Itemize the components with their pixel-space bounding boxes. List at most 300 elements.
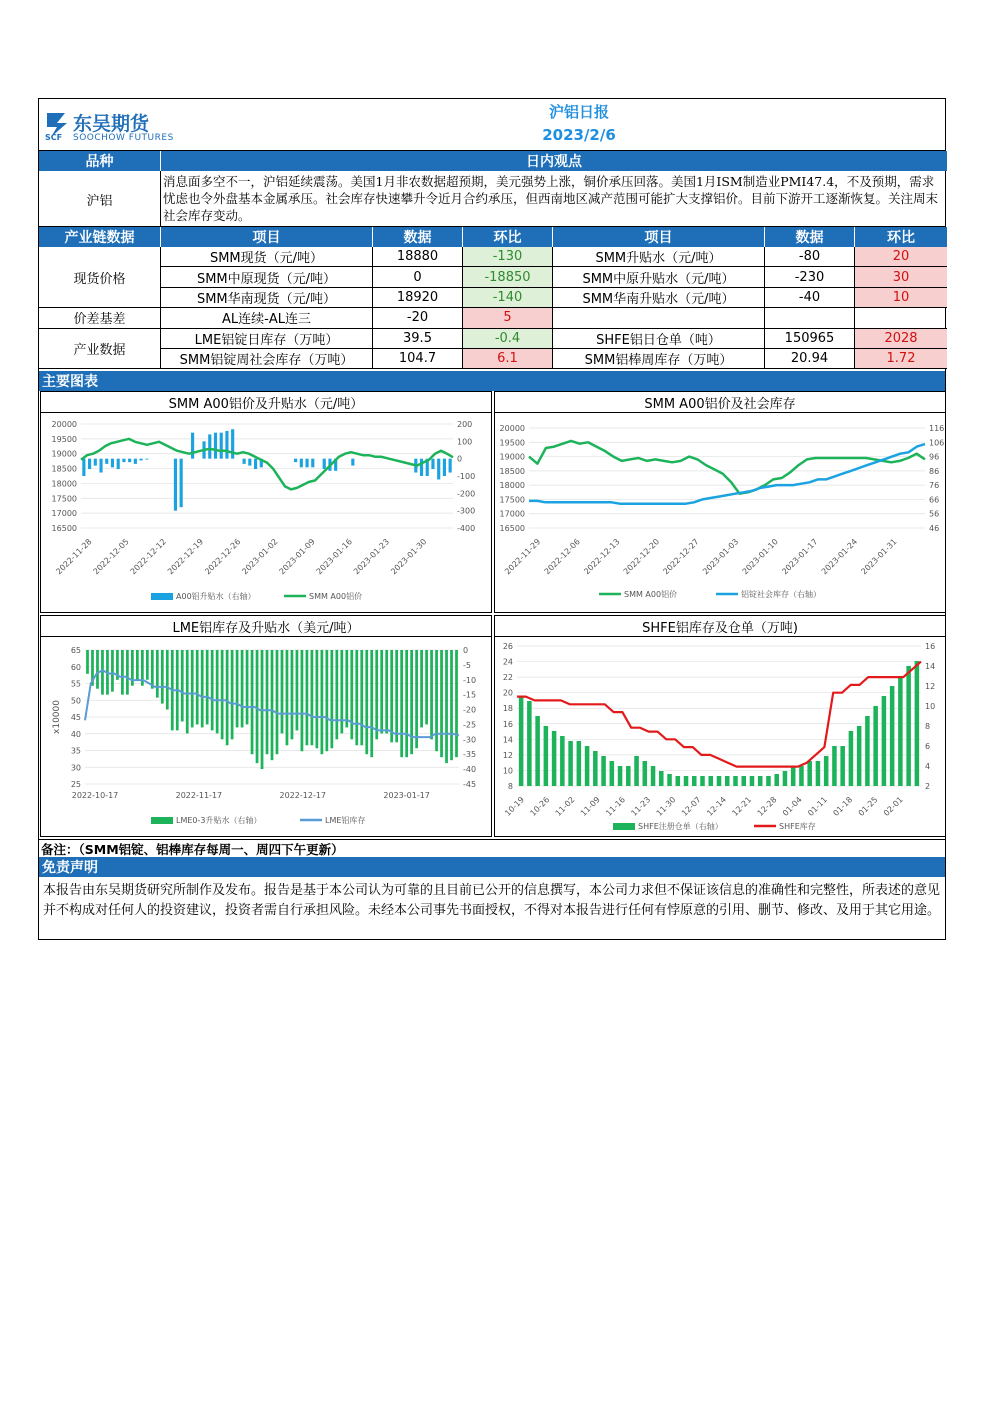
bar-mark xyxy=(241,650,244,727)
bar-mark xyxy=(425,650,428,724)
bar-mark xyxy=(186,650,189,733)
bar-mark xyxy=(166,650,169,710)
bar-mark xyxy=(291,650,294,739)
bar-mark xyxy=(435,650,438,751)
bar-mark xyxy=(351,459,354,466)
bar-mark xyxy=(226,650,229,745)
right-tick-label: -10 xyxy=(463,675,477,685)
bar-mark xyxy=(208,434,211,458)
bar-mark xyxy=(180,459,183,508)
table-cell-chg2: 2028 xyxy=(855,329,947,349)
bar-mark xyxy=(519,696,524,786)
bar-mark xyxy=(750,776,755,786)
bar-mark xyxy=(111,459,114,468)
bar-mark xyxy=(692,776,697,786)
table-cell-item2: SMM华南升贴水（元/吨） xyxy=(553,288,765,308)
chart2-plot xyxy=(495,412,945,612)
x-tick-label: 02-01 xyxy=(881,795,905,818)
x-tick-label: 2023-01-09 xyxy=(277,537,317,577)
bar-mark xyxy=(443,459,446,476)
left-tick-label: 35 xyxy=(70,746,81,756)
bar-mark xyxy=(181,650,184,721)
bar-mark xyxy=(717,776,722,786)
bar-mark xyxy=(873,706,878,786)
bar-mark xyxy=(311,650,314,745)
bar-mark xyxy=(568,741,573,786)
bar-mark xyxy=(651,766,656,786)
bar-mark xyxy=(325,650,328,751)
left-tick-label: 17500 xyxy=(499,495,525,505)
bar-mark xyxy=(266,650,269,754)
chart3-title: LME铝库存及升贴水（美元/吨） xyxy=(41,616,491,637)
logo-sub: SCF xyxy=(45,133,63,142)
left-tick-label: 45 xyxy=(70,713,81,722)
legend-swatch xyxy=(151,817,173,824)
table-cell-item: LME铝锭日库存（万吨） xyxy=(161,329,373,349)
bar-mark xyxy=(220,433,223,459)
left-tick-label: 14 xyxy=(502,735,513,745)
table-cell-chg2 xyxy=(855,308,947,328)
bar-mark xyxy=(355,650,358,745)
bar-mark xyxy=(676,776,681,786)
table-cell-value2: -230 xyxy=(765,267,855,287)
table-cell-chg: -18850 xyxy=(463,267,553,287)
x-tick-label: 11-02 xyxy=(553,795,577,818)
x-tick-label: 2023-01-10 xyxy=(740,537,780,577)
right-tick-label: 76 xyxy=(929,481,940,491)
view-row xyxy=(39,171,945,227)
bar-mark xyxy=(122,459,125,462)
left-tick-label: 26 xyxy=(502,642,513,651)
table-cell-chg: 5 xyxy=(463,308,553,328)
x-tick-label: 2022-12-26 xyxy=(203,537,243,577)
bar-mark xyxy=(345,650,348,727)
bar-mark xyxy=(610,761,615,786)
bar-mark xyxy=(741,776,746,786)
table-group-label: 现货价格 xyxy=(39,247,161,308)
bar-mark xyxy=(420,459,423,476)
table-cell-chg: -0.4 xyxy=(463,329,553,349)
right-tick-label: 8 xyxy=(925,722,931,731)
table-cell-chg2: 30 xyxy=(855,267,947,287)
bar-mark xyxy=(799,766,804,786)
bar-mark xyxy=(783,771,788,786)
bar-mark xyxy=(82,459,85,476)
bar-mark xyxy=(445,650,448,763)
bar-mark xyxy=(201,650,204,727)
table-cell-item2: SMM中原升贴水（元/吨） xyxy=(553,267,765,287)
x-tick-label: 12-07 xyxy=(679,795,703,818)
bar-mark xyxy=(151,650,154,689)
bar-mark xyxy=(857,726,862,786)
bar-mark xyxy=(88,459,91,469)
bar-mark xyxy=(136,650,139,680)
chart-a00-price-premium xyxy=(40,391,492,613)
col-product: 品种 xyxy=(39,151,161,171)
bar-mark xyxy=(306,650,309,745)
bar-mark xyxy=(101,650,104,695)
bar-mark xyxy=(807,761,812,786)
bar-mark xyxy=(248,459,251,466)
bar-mark xyxy=(96,650,99,689)
bar-mark xyxy=(174,459,177,511)
bar-mark xyxy=(246,650,249,724)
right-tick-label: 56 xyxy=(929,509,940,519)
bar-mark xyxy=(111,650,114,692)
note-row xyxy=(39,839,945,857)
bar-mark xyxy=(791,766,796,786)
right-tick-label: -400 xyxy=(457,524,476,533)
table-cell-chg: -130 xyxy=(463,247,553,267)
right-tick-label: 116 xyxy=(929,424,945,433)
series-line xyxy=(81,439,453,490)
right-tick-label: 0 xyxy=(457,454,463,464)
bar-mark xyxy=(211,650,214,730)
table-cell-value: -20 xyxy=(373,308,463,328)
table-cell-value2: 150965 xyxy=(765,329,855,349)
x-tick-label: 12-28 xyxy=(755,795,779,818)
bar-mark xyxy=(311,459,314,468)
right-tick-label: -40 xyxy=(463,765,477,775)
bar-mark xyxy=(256,650,259,763)
x-tick-label: 10-26 xyxy=(528,795,552,818)
table-cell-value: 104.7 xyxy=(373,349,463,369)
chart1-title: SMM A00铝价及升贴水（元/吨） xyxy=(41,392,491,413)
logo-cn: 东吴期货 xyxy=(73,113,150,135)
left-tick-label: 8 xyxy=(507,782,513,791)
bar-mark xyxy=(301,650,304,751)
bar-mark xyxy=(450,650,453,760)
bar-mark xyxy=(117,459,120,469)
bar-mark xyxy=(140,459,143,461)
logo-en: SOOCHOW FUTURES xyxy=(73,133,174,143)
left-tick-label: 18 xyxy=(502,704,513,714)
x-tick-label: 2022-12-27 xyxy=(661,537,701,577)
th-chg2: 环比 xyxy=(855,227,947,247)
left-tick-label: 25 xyxy=(70,780,81,789)
table-cell-value2 xyxy=(765,308,855,328)
bar-mark xyxy=(134,459,137,464)
bar-mark xyxy=(128,459,131,462)
bar-mark xyxy=(94,459,97,466)
legend-label: 铝锭社会库存（右轴） xyxy=(741,590,821,599)
table-header xyxy=(39,227,945,247)
left-tick-label: 17000 xyxy=(51,509,77,519)
bar-mark xyxy=(593,751,598,786)
bar-mark xyxy=(294,459,297,462)
bar-mark xyxy=(618,766,623,786)
left-tick-label: 22 xyxy=(502,673,513,683)
table-cell-value: 39.5 xyxy=(373,329,463,349)
x-tick-label: 2023-01-30 xyxy=(389,537,429,577)
bar-mark xyxy=(552,731,557,786)
legend-label: SMM A00铝价 xyxy=(624,590,678,599)
left-tick-label: 40 xyxy=(70,729,81,739)
table-cell-item: SMM铝锭周社会库存（万吨） xyxy=(161,349,373,369)
series-line xyxy=(529,444,925,504)
left-tick-label: 55 xyxy=(70,679,81,689)
bar-mark xyxy=(191,650,194,727)
bar-mark xyxy=(320,650,323,754)
bar-mark xyxy=(145,459,148,460)
x-tick-label: 2023-01-17 xyxy=(780,537,820,577)
series-line xyxy=(529,441,925,494)
right-tick-label: 200 xyxy=(457,420,473,429)
bar-mark xyxy=(440,650,443,757)
left-tick-label: 30 xyxy=(70,763,81,773)
x-tick-label: 01-25 xyxy=(856,795,880,818)
bar-mark xyxy=(865,716,870,786)
bar-mark xyxy=(216,650,219,733)
bar-mark xyxy=(906,666,911,786)
chart3-plot xyxy=(41,636,491,836)
x-tick-label: 2023-01-03 xyxy=(701,537,741,577)
bar-mark xyxy=(380,650,383,733)
table-cell-item: SMM现货（元/吨） xyxy=(161,247,373,267)
bar-mark xyxy=(849,731,854,786)
bar-mark xyxy=(774,774,779,786)
bar-mark xyxy=(365,650,368,754)
charts-section-title: 主要图表 xyxy=(42,374,98,390)
x-tick-label: 2022-12-19 xyxy=(165,537,206,577)
left-tick-label: 24 xyxy=(502,657,513,667)
legend-label: SMM A00铝价 xyxy=(309,592,363,601)
table-cell-item2: SMM铝棒周库存（万吨） xyxy=(553,349,765,369)
view-product: 沪铝 xyxy=(39,171,161,227)
bar-mark xyxy=(161,650,164,704)
th-chg: 环比 xyxy=(463,227,553,247)
left-tick-label: 65 xyxy=(70,646,81,655)
data-table xyxy=(39,247,947,369)
x-tick-label: 2022-12-17 xyxy=(279,791,327,800)
right-tick-label: 106 xyxy=(929,438,945,448)
bar-mark xyxy=(626,766,631,786)
bar-mark xyxy=(296,650,299,730)
x-tick-label: 12-14 xyxy=(705,795,728,818)
bar-mark xyxy=(535,716,540,786)
legend-label: LME0-3升贴水（右轴） xyxy=(176,816,262,825)
bar-mark xyxy=(643,761,648,786)
x-tick-label: 2022-11-29 xyxy=(503,537,543,577)
x-tick-label: 2023-01-24 xyxy=(819,537,860,577)
bar-mark xyxy=(286,650,289,745)
bar-mark xyxy=(221,650,224,739)
right-tick-label: -25 xyxy=(463,720,477,730)
x-tick-label: 11-30 xyxy=(654,795,678,818)
bar-mark xyxy=(385,650,388,733)
right-tick-label: -30 xyxy=(463,735,477,745)
table-cell-value: 18920 xyxy=(373,288,463,308)
bar-mark xyxy=(400,650,403,757)
right-tick-label: 0 xyxy=(463,646,469,655)
bar-mark xyxy=(560,736,565,786)
legend-swatch xyxy=(613,823,635,830)
bar-mark xyxy=(816,761,821,786)
legend-label: LME铝库存 xyxy=(325,816,366,825)
bar-mark xyxy=(390,650,393,742)
chart2-title: SMM A00铝价及社会库存 xyxy=(495,392,945,413)
left-tick-label: 60 xyxy=(70,662,81,672)
bar-mark xyxy=(99,459,102,473)
bar-mark xyxy=(449,459,452,473)
x-tick-label: 2022-12-20 xyxy=(621,537,662,577)
bar-mark xyxy=(430,650,433,739)
table-cell-item: SMM华南现货（元/吨） xyxy=(161,288,373,308)
right-tick-label: -300 xyxy=(457,506,476,516)
table-group-label: 产业数据 xyxy=(39,329,161,370)
bar-mark xyxy=(890,686,895,786)
bar-mark xyxy=(725,776,730,786)
left-tick-label: 20000 xyxy=(499,424,525,433)
x-tick-label: 01-04 xyxy=(780,795,804,818)
left-tick-label: 16500 xyxy=(51,524,77,533)
chart1-plot xyxy=(41,412,491,612)
x-tick-label: 11-09 xyxy=(578,795,602,818)
report-date: 2023/2/6 xyxy=(542,126,616,144)
bar-mark xyxy=(882,696,887,786)
bar-mark xyxy=(667,774,672,786)
right-tick-label: 86 xyxy=(929,466,940,476)
right-tick-label: 16 xyxy=(925,642,936,651)
table-cell-value2: -80 xyxy=(765,247,855,267)
left-tick-label: 19500 xyxy=(499,438,525,448)
bar-mark xyxy=(146,650,149,680)
left-tick-label: 17000 xyxy=(499,509,525,519)
view-text: 消息面多空不一，沪铝延续震荡。美国1月非农数据超预期，美元强势上涨，铜价承压回落。美国1月ISM制造业PMI47.4，不及预期，需求忧虑也令外盘基本金属承压。社会库存快速攀升令近月合约承压，但西南地区减产范围可能扩大支撑铝价。目前下游开工逐渐恢复。关注周末社会库存变动。 xyxy=(163,174,939,223)
table-cell-item: SMM中原现货（元/吨） xyxy=(161,267,373,287)
bar-mark xyxy=(300,459,303,468)
right-tick-label: -200 xyxy=(457,489,476,499)
note-text: 备注：（SMM铝锭、铝棒库存每周一、周四下午更新） xyxy=(41,842,344,857)
x-tick-label: 11-23 xyxy=(629,795,653,818)
bar-mark xyxy=(231,650,234,739)
disclaimer-text: 本报告由东吴期货研究所制作及发布。报告是基于本公司认为可靠的且目前已公开的信息撰写，本公司力求但不保证该信息的准确性和完整性，所表述的意见并不构成对任何人的投资建议，投资者需自行承担风险。未经本公司事先书面授权，不得对本报告进行任何有悖原意的引用、删节、修改、及用于其它用途。 xyxy=(43,883,941,918)
legend-swatch xyxy=(151,593,173,600)
right-tick-label: 10 xyxy=(925,702,936,711)
bar-mark xyxy=(585,746,590,786)
right-tick-label: 6 xyxy=(925,742,931,751)
legend-label: A00铝升贴水（右轴） xyxy=(176,592,256,601)
th-item: 项目 xyxy=(161,227,373,247)
bar-mark xyxy=(455,650,458,757)
bar-mark xyxy=(156,650,159,698)
bar-mark xyxy=(191,433,194,459)
bar-mark xyxy=(410,650,413,754)
bar-mark xyxy=(86,650,89,674)
bar-mark xyxy=(527,701,532,786)
table-cell-value: 0 xyxy=(373,267,463,287)
left-tick-label: 17500 xyxy=(51,494,77,504)
x-tick-label: 2022-12-06 xyxy=(542,537,582,577)
th-chain: 产业链数据 xyxy=(39,227,161,247)
bar-mark xyxy=(915,661,920,786)
right-tick-label: 46 xyxy=(929,524,940,533)
legend-label: SHFE库存 xyxy=(779,822,816,831)
x-tick-label: 01-11 xyxy=(806,795,829,818)
x-tick-label: 2022-11-17 xyxy=(175,791,223,800)
table-cell-value2: -40 xyxy=(765,288,855,308)
left-tick-label: 20000 xyxy=(51,420,77,429)
left-tick-label: 16 xyxy=(502,719,513,729)
bar-mark xyxy=(236,650,239,727)
left-tick-label: 16500 xyxy=(499,524,525,533)
chart-shfe-inventory xyxy=(494,615,946,837)
bar-mark xyxy=(733,776,738,786)
right-tick-label: -20 xyxy=(463,705,477,715)
right-tick-label: 96 xyxy=(929,452,940,462)
bar-mark xyxy=(375,650,378,739)
x-tick-label: 2023-01-16 xyxy=(314,537,354,577)
right-tick-label: 14 xyxy=(925,662,936,671)
right-tick-label: -5 xyxy=(463,660,471,670)
th-item2: 项目 xyxy=(553,227,765,247)
bar-mark xyxy=(420,650,423,727)
bar-mark xyxy=(271,650,274,760)
legend-label: SHFE注册仓单（右轴） xyxy=(638,822,723,831)
bar-mark xyxy=(214,433,217,459)
bar-mark xyxy=(276,650,279,754)
x-tick-label: 11-16 xyxy=(604,795,627,818)
left-tick-label: 18000 xyxy=(51,479,77,489)
disclaimer-header xyxy=(39,857,945,877)
bar-mark xyxy=(350,650,353,739)
bar-mark xyxy=(254,459,257,469)
report-frame xyxy=(38,98,946,940)
bar-mark xyxy=(323,459,326,469)
x-tick-label: 2023-01-02 xyxy=(240,537,280,577)
bar-mark xyxy=(405,650,408,757)
chart-lme-inventory xyxy=(40,615,492,837)
company-logo xyxy=(43,107,183,145)
bar-mark xyxy=(206,650,209,724)
left-tick-label: 18000 xyxy=(499,481,525,491)
bar-mark xyxy=(330,650,333,748)
report-title: 沪铝日报 xyxy=(548,103,609,121)
table-cell-chg: -140 xyxy=(463,288,553,308)
left-tick-label: 18500 xyxy=(51,464,77,474)
bar-mark xyxy=(824,756,829,786)
table-cell-value: 18880 xyxy=(373,247,463,267)
bar-mark xyxy=(360,650,363,745)
bar-mark xyxy=(415,650,418,748)
x-tick-label: 2022-12-12 xyxy=(128,537,168,577)
bar-mark xyxy=(766,776,771,786)
x-tick-label: 2022-12-13 xyxy=(582,537,622,577)
bar-mark xyxy=(251,650,254,754)
table-cell-value2: 20.94 xyxy=(765,349,855,369)
table-cell-chg2: 20 xyxy=(855,247,947,267)
table-cell-chg2: 1.72 xyxy=(855,349,947,369)
bar-mark xyxy=(544,726,549,786)
bar-mark xyxy=(305,459,308,468)
right-tick-label: 12 xyxy=(925,682,936,691)
bar-mark xyxy=(225,431,228,459)
bar-mark xyxy=(577,741,582,786)
bar-mark xyxy=(708,776,713,786)
bar-mark xyxy=(105,459,108,464)
right-tick-label: 2 xyxy=(925,782,931,791)
table-cell-chg: 6.1 xyxy=(463,349,553,369)
bar-mark xyxy=(121,650,124,695)
bar-mark xyxy=(684,776,689,786)
table-group-label: 价差基差 xyxy=(39,308,161,328)
x-tick-label: 2023-01-31 xyxy=(859,537,899,577)
bar-mark xyxy=(634,756,639,786)
right-tick-label: -15 xyxy=(463,690,477,700)
bar-mark xyxy=(243,459,246,464)
th-value: 数据 xyxy=(373,227,463,247)
bar-mark xyxy=(437,459,440,480)
